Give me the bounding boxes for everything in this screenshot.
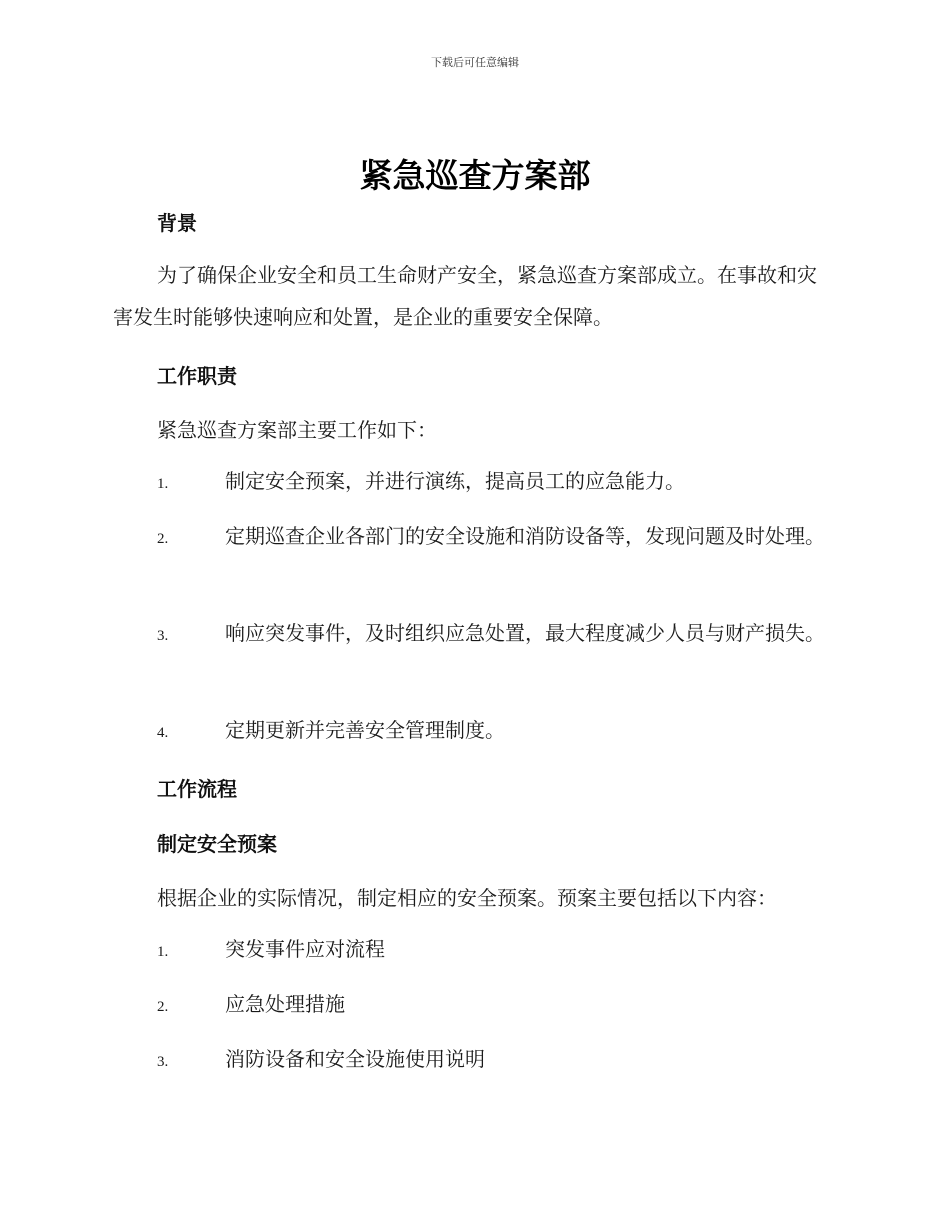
heading-background: 背景 bbox=[157, 211, 197, 235]
list-number: 1. bbox=[157, 944, 169, 960]
list-text: 定期巡查企业各部门的安全设施和消防设备等，发现问题及时处理。 bbox=[225, 524, 825, 548]
list-number: 3. bbox=[157, 628, 169, 644]
list-text: 消防设备和安全设施使用说明 bbox=[225, 1047, 485, 1071]
process-intro: 根据企业的实际情况，制定相应的安全预案。预案主要包括以下内容： bbox=[157, 886, 777, 910]
plan-item-2 bbox=[113, 983, 833, 1028]
list-number: 3. bbox=[157, 1054, 169, 1070]
document-title: 紧急巡查方案部 bbox=[359, 156, 591, 195]
heading-duties: 工作职责 bbox=[157, 364, 237, 388]
duty-item-1 bbox=[113, 460, 833, 505]
duty-item-3 bbox=[113, 612, 833, 657]
list-text: 响应突发事件，及时组织应急处置，最大程度减少人员与财产损失。 bbox=[225, 621, 825, 645]
subheading-safety-plan: 制定安全预案 bbox=[157, 832, 277, 856]
list-number: 4. bbox=[157, 725, 169, 741]
list-number: 2. bbox=[157, 999, 169, 1015]
list-text: 突发事件应对流程 bbox=[225, 937, 385, 961]
background-paragraph: 为了确保企业安全和员工生命财产安全，紧急巡查方案部成立。在事故和灾害发生时能够快速响应和处置，是企业的重要安全保障。 bbox=[113, 263, 817, 329]
list-number: 2. bbox=[157, 531, 169, 547]
list-text: 定期更新并完善安全管理制度。 bbox=[225, 718, 505, 742]
page-header-note: 下载后可任意编辑 bbox=[431, 56, 519, 69]
duty-item-2 bbox=[113, 515, 833, 560]
plan-item-1 bbox=[113, 928, 833, 973]
list-text: 制定安全预案，并进行演练，提高员工的应急能力。 bbox=[225, 469, 685, 493]
duties-intro: 紧急巡查方案部主要工作如下： bbox=[157, 418, 437, 442]
duty-item-4 bbox=[113, 709, 833, 754]
plan-item-3 bbox=[113, 1038, 833, 1083]
list-text: 应急处理措施 bbox=[225, 992, 345, 1016]
list-number: 1. bbox=[157, 476, 169, 492]
heading-process: 工作流程 bbox=[157, 777, 237, 801]
